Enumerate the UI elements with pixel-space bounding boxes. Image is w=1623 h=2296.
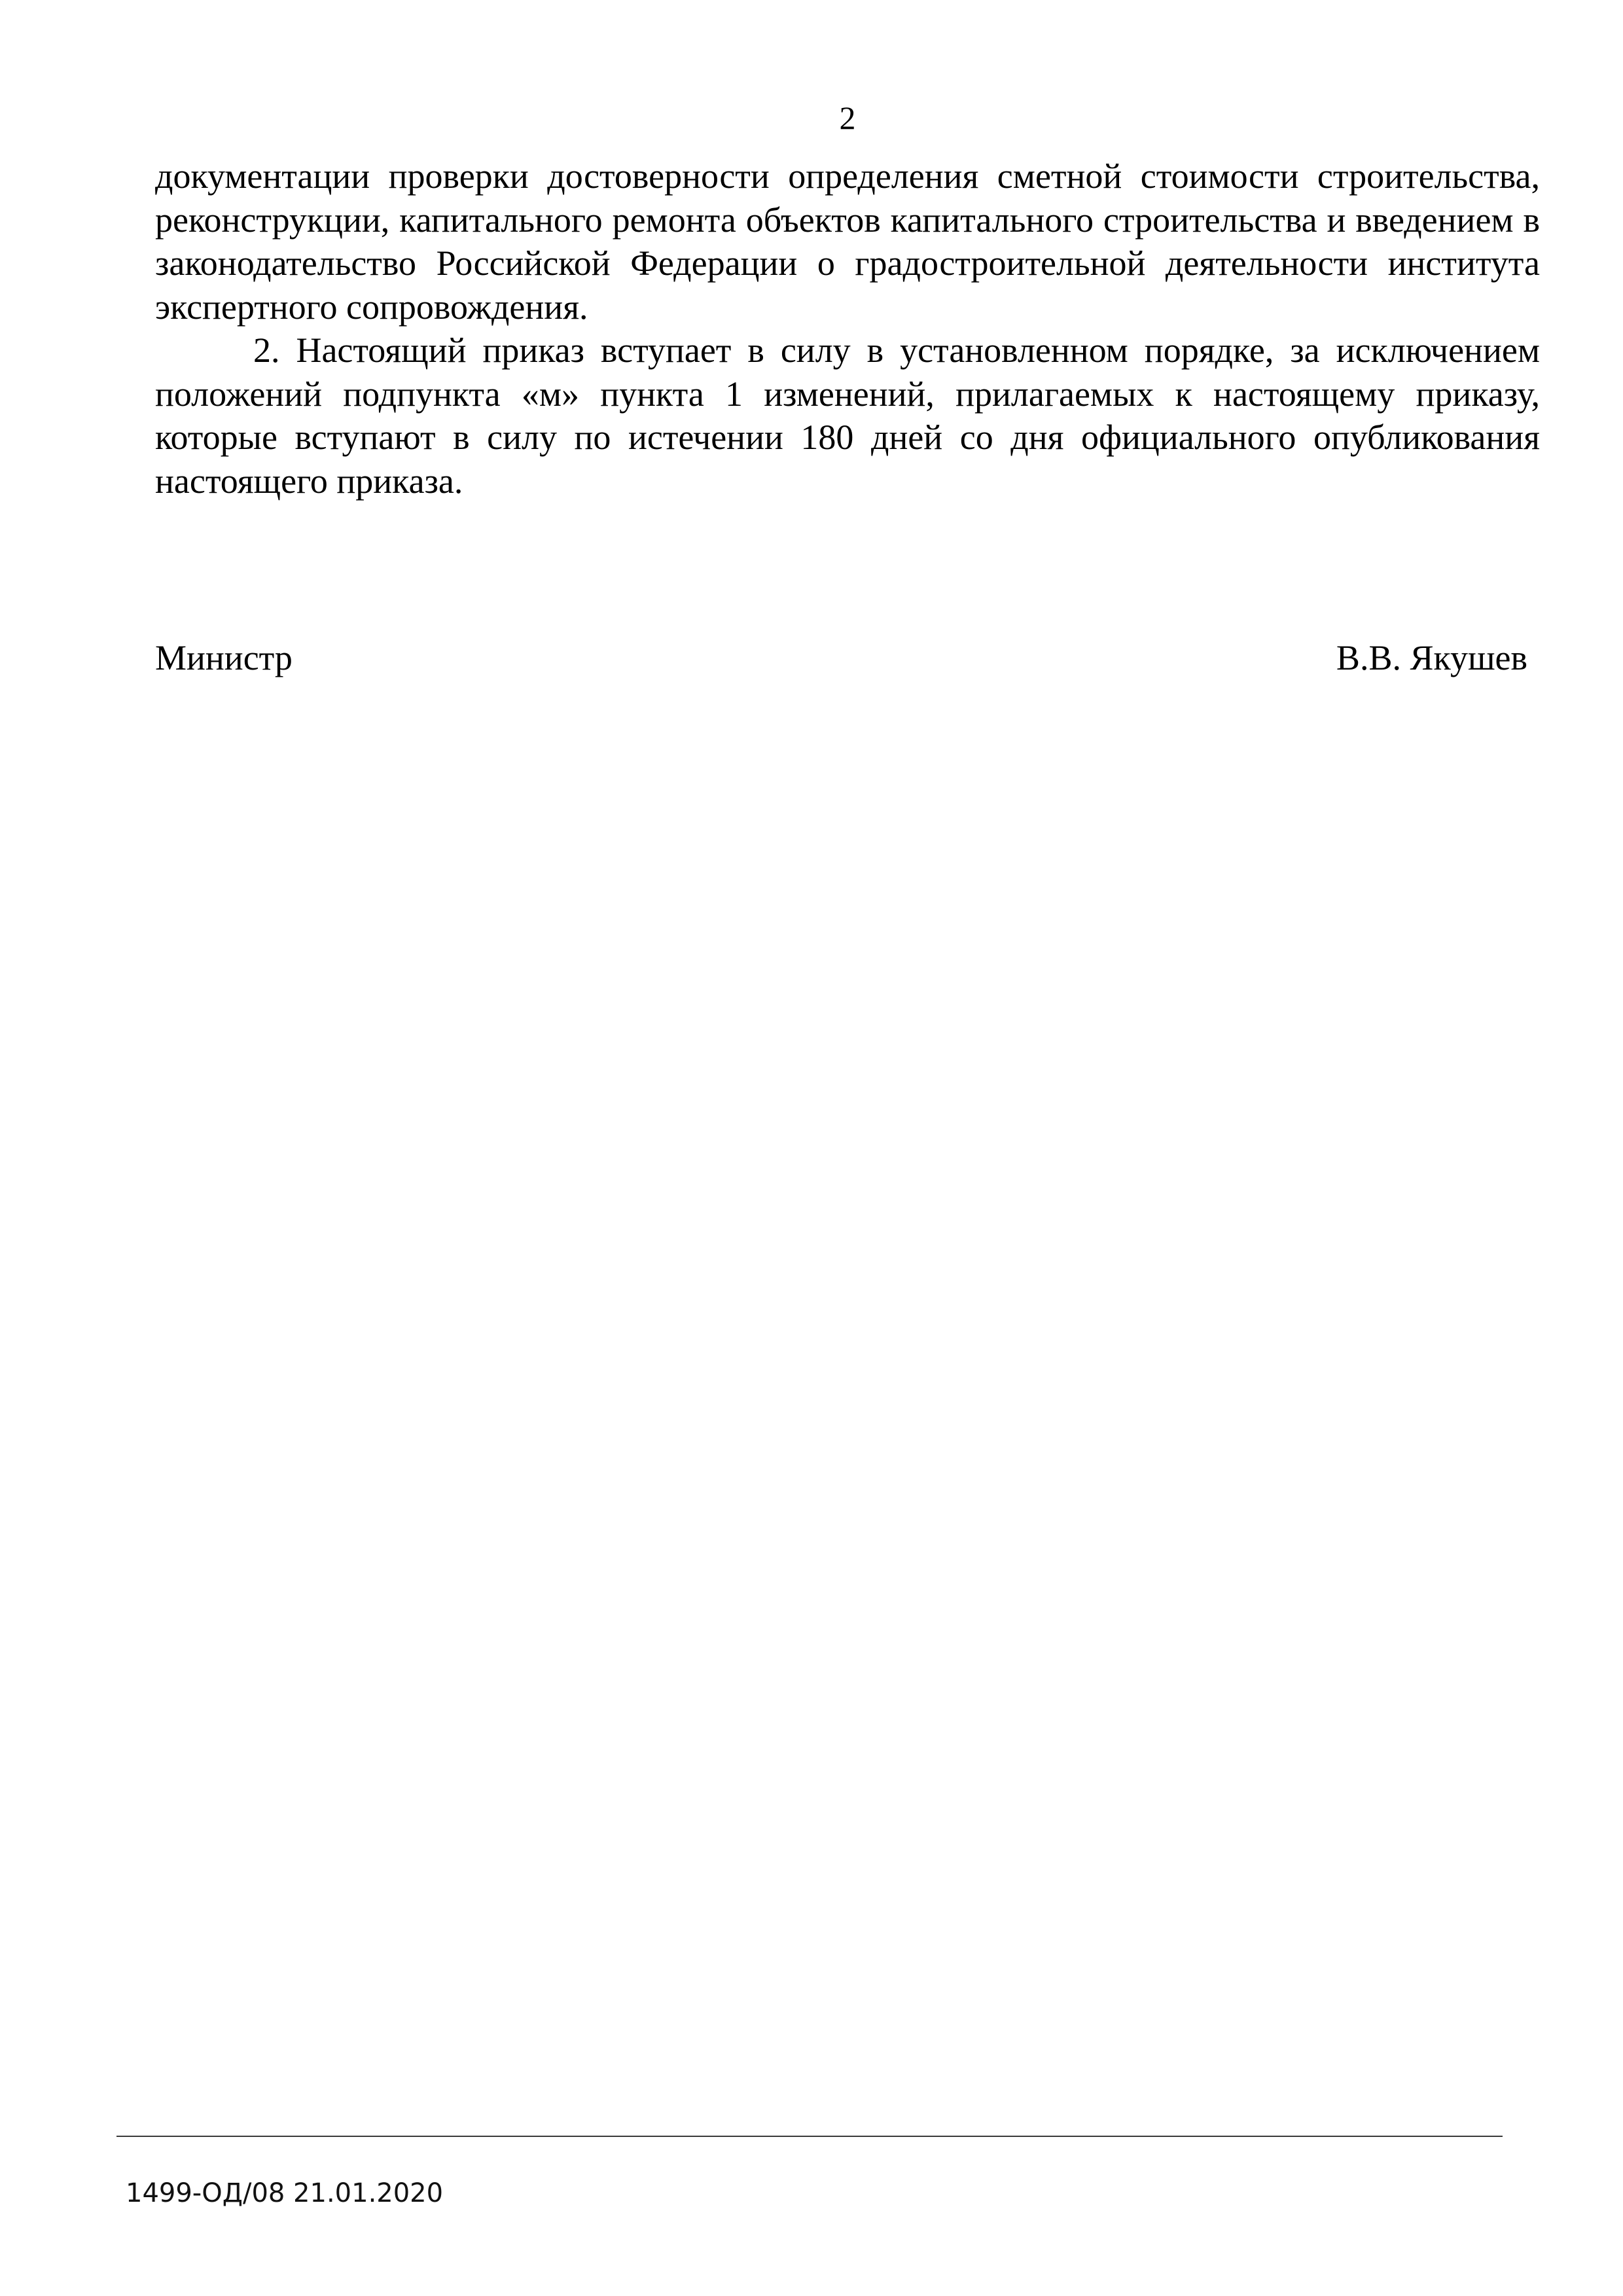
paragraph-item-2: 2. Настоящий приказ вступает в силу в установленном порядке, за исключением положений подпункта «м» пункта 1 изменений, прилагаемых к настоящему приказу, которые вступают в силу по истечении 180 дней со дня официального опубликования настоящего приказа. [155, 331, 1540, 501]
signatory-title: Министр [155, 638, 293, 677]
signatory-name: В.В. Якушев [1336, 638, 1527, 677]
footer-divider [116, 2136, 1503, 2137]
paragraph-continuation: документации проверки достоверности определения сметной стоимости строительства, реконструкции, капитального ремонта объектов капитального строительства и введением в законодательство Российской Федерации о градостроительной деятельности института экспертного сопровождения. [155, 156, 1540, 327]
page-number: 2 [839, 99, 856, 136]
document-body [155, 154, 1540, 503]
footer-document-code: 1499-ОД/08 21.01.2020 [126, 2178, 444, 2208]
